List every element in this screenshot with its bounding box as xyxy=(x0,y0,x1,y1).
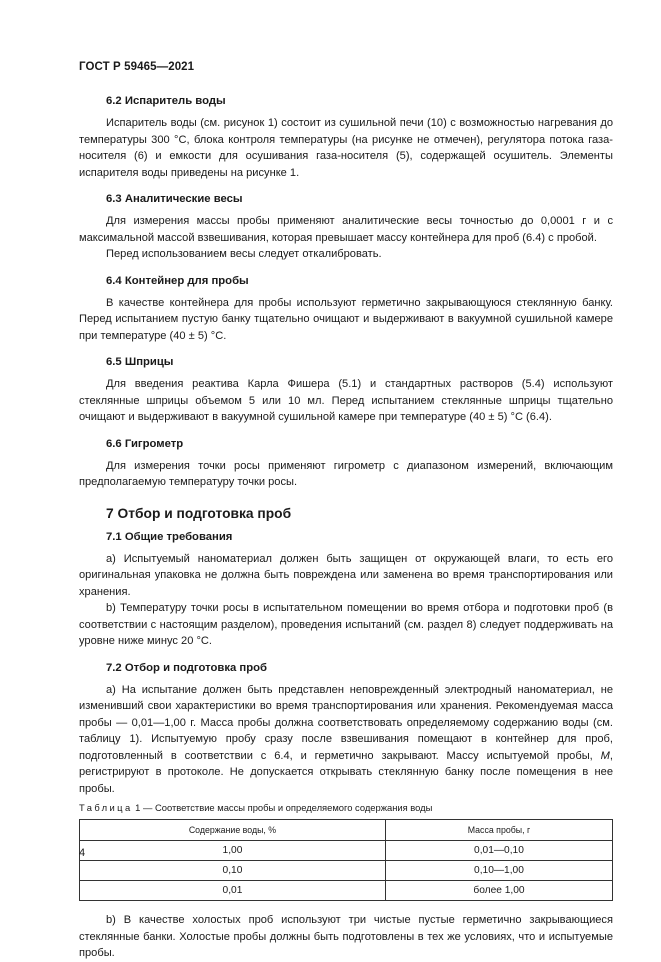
section-7-2-item-b: b) В качестве холостых проб используют три чистые пустые герметично закрывающиеся стеклянные банки. Холостые пробы должны быть подготовлены в тех же условиях, что и испытуемые пробы. xyxy=(79,914,613,959)
table-cell-water-content: 0,10 xyxy=(80,861,386,881)
mass-variable: M xyxy=(600,749,610,762)
section-7-1-item-b: b) Температуру точки росы в испытательном помещении во время отбора и подготовки проб (в соответствии с настоящим разделом), проведения испытаний (см. раздел 8) следует поддерживать на уровне ниже минус 20 °С. xyxy=(79,602,613,647)
table-caption-label: Таблица xyxy=(79,802,133,813)
table-header-row xyxy=(80,820,613,841)
section-6-4-title: 6.4 Контейнер для пробы xyxy=(106,274,249,287)
section-6-4-paragraph: В качестве контейнера для пробы используют герметично закрывающуюся стеклянную банку. Перед испытанием пустую банку тщательно очищают и выдерживают в вакуумной сушильной камере при температуре (40 ± 5) °С. xyxy=(79,296,613,342)
section-7-title: 7 Отбор и подготовка проб xyxy=(106,505,292,521)
table-1 xyxy=(79,819,613,901)
section-7-2-item-a xyxy=(79,682,613,798)
section-6-2-title: 6.2 Испаритель воды xyxy=(106,95,226,107)
table-row xyxy=(80,841,613,861)
page-number: 4 xyxy=(79,847,86,859)
table-caption-text: — Соответствие массы пробы и определяемого содержания воды xyxy=(143,802,433,813)
section-7-2-item-a-text-1: a) На испытание должен быть представлен неповрежденный электродный наноматериал, не изменивший свои характеристики во время транспортирования или хранения. Рекомендуемая масса пробы — 0,01—1,00 г. Масса пробы должна соответствовать определяемому содержанию воды (см. таблицу 1). Испытуемую пробу сразу после взвешивания помещают в контейнер для проб, подготовленный в соответствии с 6.4, и герметично закрывают. Массу испытуемой пробы, xyxy=(79,683,613,762)
document-code-header: ГОСТ Р 59465—2021 xyxy=(79,61,195,73)
section-6-3-paragraph-2: Перед использованием весы следует откалибровать. xyxy=(106,248,382,260)
table-row xyxy=(80,861,613,881)
table-cell-sample-mass: 0,10—1,00 xyxy=(385,861,612,881)
document-body xyxy=(79,94,613,962)
table-header-sample-mass: Масса пробы, г xyxy=(385,820,612,841)
section-6-6-paragraph: Для измерения точки росы применяют гигрометр с диапазоном измерений, включающим предполагаемую температуру точки росы. xyxy=(79,459,613,488)
table-header-water-content: Содержание воды, % xyxy=(80,820,386,841)
table-1-caption xyxy=(79,802,613,814)
section-7-1-title: 7.1 Общие требования xyxy=(106,530,233,543)
section-6-3-paragraph-1: Для измерения массы пробы применяют аналитические весы точностью до 0,0001 г и с максимальной массой взвешивания, которая превышает массу контейнера для проб (6.4) с пробой. xyxy=(79,215,613,244)
section-7-2-item-a-text-2: , регистрируют в протоколе. Не допускается открывать стеклянную банку после помещения в нее пробы. xyxy=(79,749,613,795)
section-6-6-title: 6.6 Гигрометр xyxy=(106,437,184,450)
section-6-5-paragraph: Для введения реактива Карла Фишера (5.1) и стандартных растворов (5.4) используют стеклянные шприцы объемом 5 или 10 мл. Перед испытанием стеклянные шприцы тщательно очищают и выдерживают в вакуумной сушильной камере при температуре (40 ± 5) °С (6.4). xyxy=(79,378,613,423)
table-cell-water-content: 0,01 xyxy=(80,881,386,901)
section-7-2-title: 7.2 Отбор и подготовка проб xyxy=(106,661,267,674)
table-cell-water-content: 1,00 xyxy=(80,841,386,861)
section-6-3-title: 6.3 Аналитические весы xyxy=(106,193,243,205)
table-cell-sample-mass: 0,01—0,10 xyxy=(385,841,612,861)
table-caption-number: 1 xyxy=(135,802,141,813)
section-7-1-item-a: a) Испытуемый наноматериал должен быть защищен от окружающей влаги, то есть его оригинальная упаковка не должна быть повреждена или заменена во время транспортирования или хранения. xyxy=(79,552,613,598)
table-cell-sample-mass: более 1,00 xyxy=(385,881,612,901)
table-row xyxy=(80,881,613,901)
section-6-5-title: 6.5 Шприцы xyxy=(106,356,174,368)
section-6-2-paragraph: Испаритель воды (см. рисунок 1) состоит из сушильной печи (10) с возможностью нагревания до температуры 300 °С, блока контроля температуры (на рисунке не отмечен), регулятора потока газа-носителя (6) и емкости для осушивания газа-носителя (5), содержащей осушитель. Элементы испарителя воды приведены на рисунке 1. xyxy=(79,117,613,179)
